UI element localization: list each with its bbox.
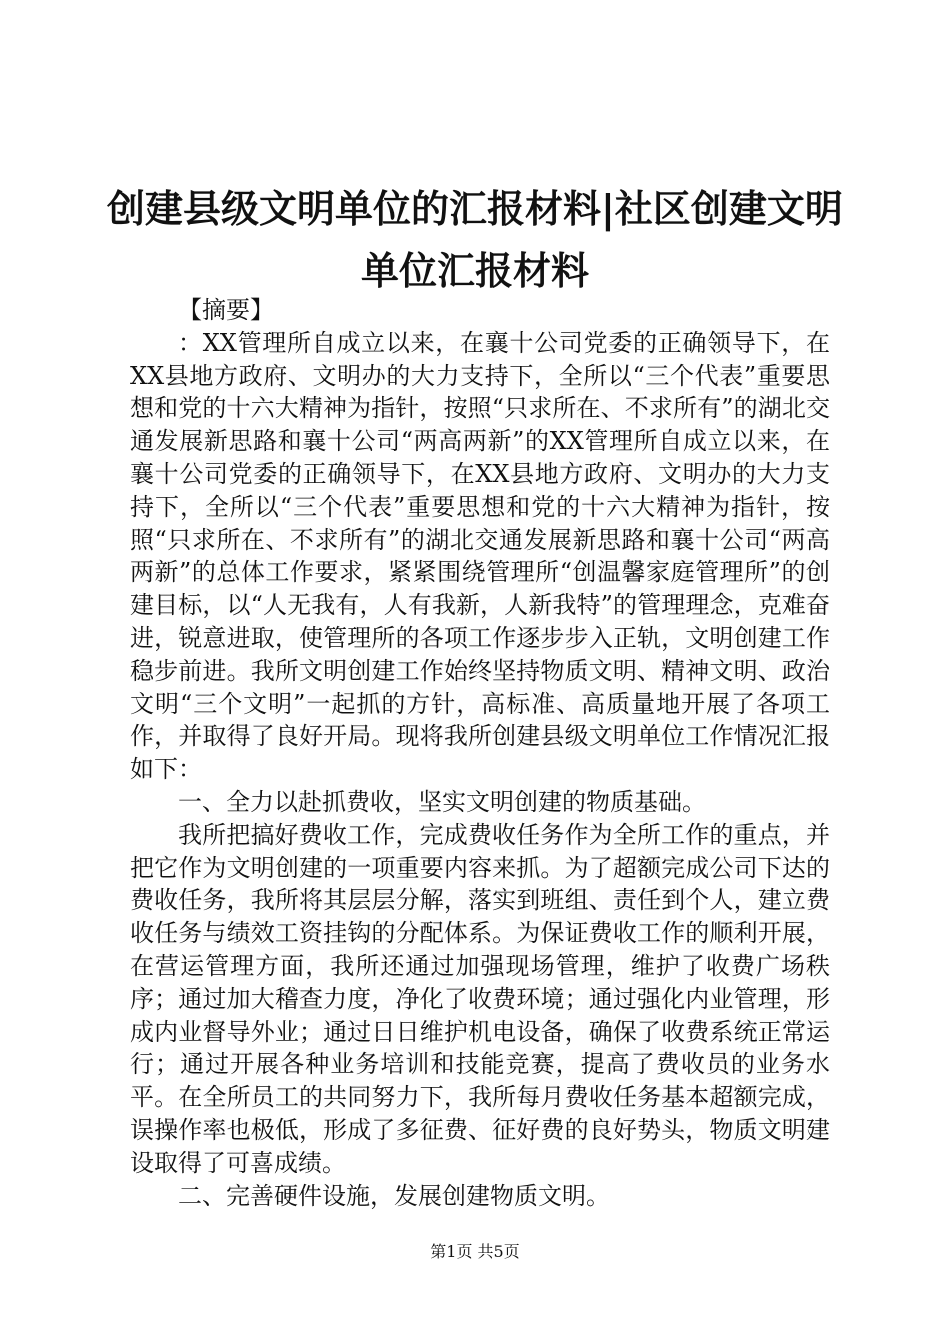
section-heading-2: 二、完善硬件设施，发展创建物质文明。 — [178, 1181, 610, 1210]
section-heading-1: 一、全力以赴抓费收，坚实文明创建的物质基础。 — [178, 787, 706, 816]
abstract-paragraph: ：XX管理所自成立以来，在襄十公司党委的正确领导下，在XX县地方政府、文明办的大力支持下，全所以“三个代表”重要思想和党的十六大精神为指针，按照“只求所在、不求所有”的湖北交通发展新思路和襄十公司“两高两新”的XX管理所自成立以来，在襄十公司党委的正确领导下，在XX县地方政府、文明办的大力支持下，全所以“三个代表”重要思想和党的十六大精神为指针，按照“只求所在、不求所有”的湖北交通发展新思路和襄十公司“两高两新”的总体工作要求，紧紧围绕管理所“创温馨家庭管理所”的创建目标，以“人无我有，人有我新，人新我特”的管理理念，克难奋进，锐意进取，使管理所的各项工作逐步步入正轨，文明创建工作稳步前进。我所文明创建工作始终坚持物质文明、精神文明、政治文明“三个文明”一起抓的方针，高标准、高质量地开展了各项工作，并取得了良好开局。现将我所创建县级文明单位工作情况汇报如下： — [130, 328, 830, 784]
document-body — [130, 294, 830, 1212]
document-title: 创建县级文明单位的汇报材料|社区创建文明单位汇报材料 — [107, 187, 843, 293]
section-paragraph-1: 我所把搞好费收工作，完成费收任务作为全所工作的重点，并把它作为文明创建的一项重要内容来抓。为了超额完成公司下达的费收任务，我所将其层层分解，落实到班组、责任到个人，建立费收任务与绩效工资挂钩的分配体系。为保证费收工作的顺利开展，在营运管理方面，我所还通过加强现场管理，维护了收费广场秩序；通过加大稽查力度，净化了收费环境；通过强化内业管理，形成内业督导外业；通过日日维护机电设备，确保了收费系统正常运行；通过开展各种业务培训和技能竞赛，提高了费收员的业务水平。在全所员工的共同努力下，我所每月费收任务基本超额完成，误操作率也极低，形成了多征费、征好费的良好势头，物质文明建设取得了可喜成绩。 — [130, 820, 830, 1177]
abstract-label: 【摘要】 — [178, 296, 274, 324]
page-number-footer: 第1页 共5页 — [430, 1242, 520, 1261]
